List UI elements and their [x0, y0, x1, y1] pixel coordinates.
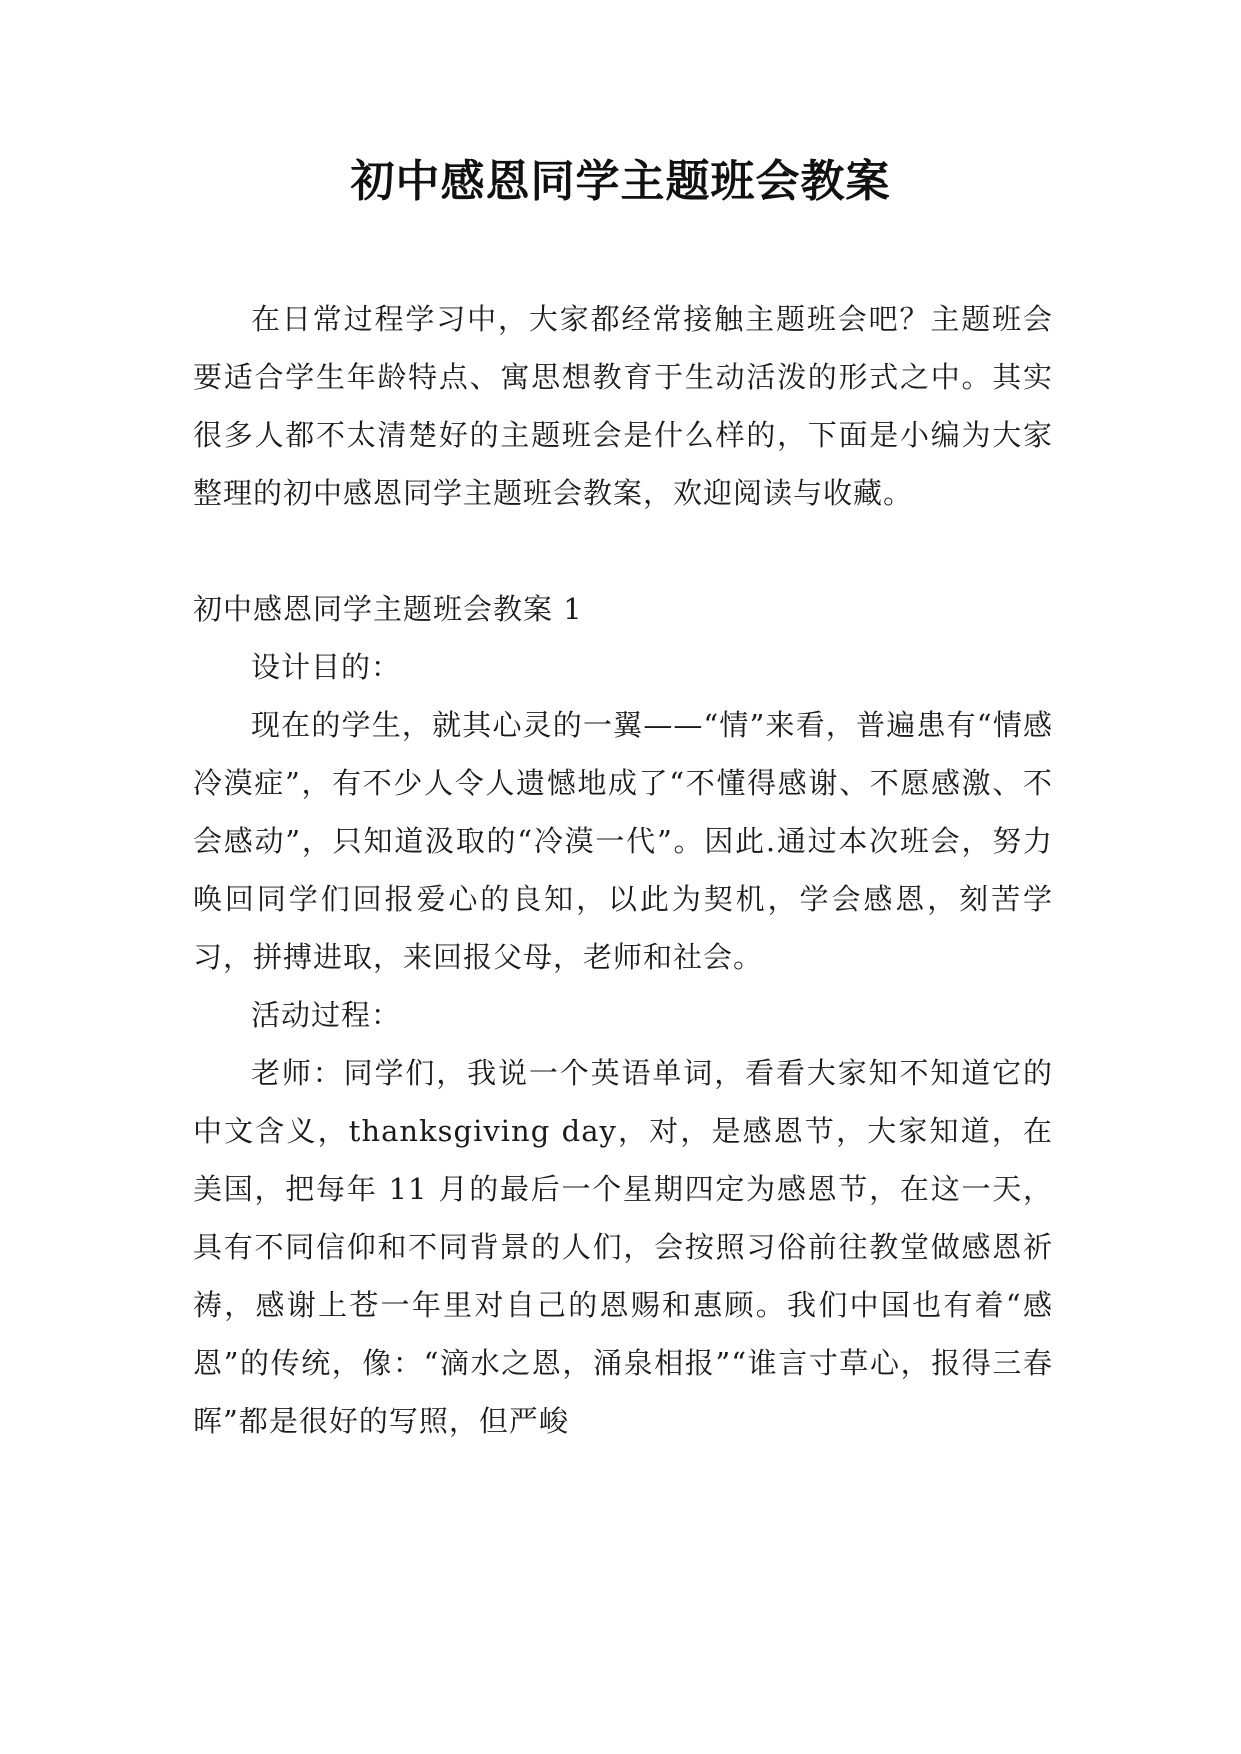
spacer — [193, 522, 1053, 580]
process-label: 活动过程： — [251, 998, 402, 1032]
document-title: 初中感恩同学主题班会教案 — [350, 156, 891, 207]
section-heading: 初中感恩同学主题班会教案 1 — [193, 592, 583, 626]
document-body — [193, 290, 1053, 1450]
process-paragraph: 老师：同学们，我说一个英语单词，看看大家知不知道它的中文含义，thanksgiving day，对，是感恩节，大家知道，在美国，把每年 11 月的最后一个星期四定为感恩节，在这一天，具有不同信仰和不同背景的人们，会按照习俗前往教堂做感恩祈祷，感谢上苍一年里对自己的恩赐和惠顾。我们中国也有着“感恩”的传统，像：“滴水之恩，涌泉相报”“谁言寸草心，报得三春晖”都是很好的写照，但严峻 — [193, 1056, 1053, 1438]
design-paragraph: 现在的学生，就其心灵的一翼——“情”来看，普遍患有“情感冷漠症”，有不少人令人遗憾地成了“不懂得感谢、不愿感激、不会感动”，只知道汲取的“冷漠一代”。因此.通过本次班会，努力唤回同学们回报爱心的良知，以此为契机，学会感恩，刻苦学习，拼搏进取，来回报父母，老师和社会。 — [193, 708, 1053, 974]
intro-paragraph: 在日常过程学习中，大家都经常接触主题班会吧？主题班会要适合学生年龄特点、寓思想教育于生动活泼的形式之中。其实很多人都不太清楚好的主题班会是什么样的，下面是小编为大家整理的初中感恩同学主题班会教案，欢迎阅读与收藏。 — [193, 302, 1053, 510]
design-label: 设计目的： — [251, 650, 402, 684]
